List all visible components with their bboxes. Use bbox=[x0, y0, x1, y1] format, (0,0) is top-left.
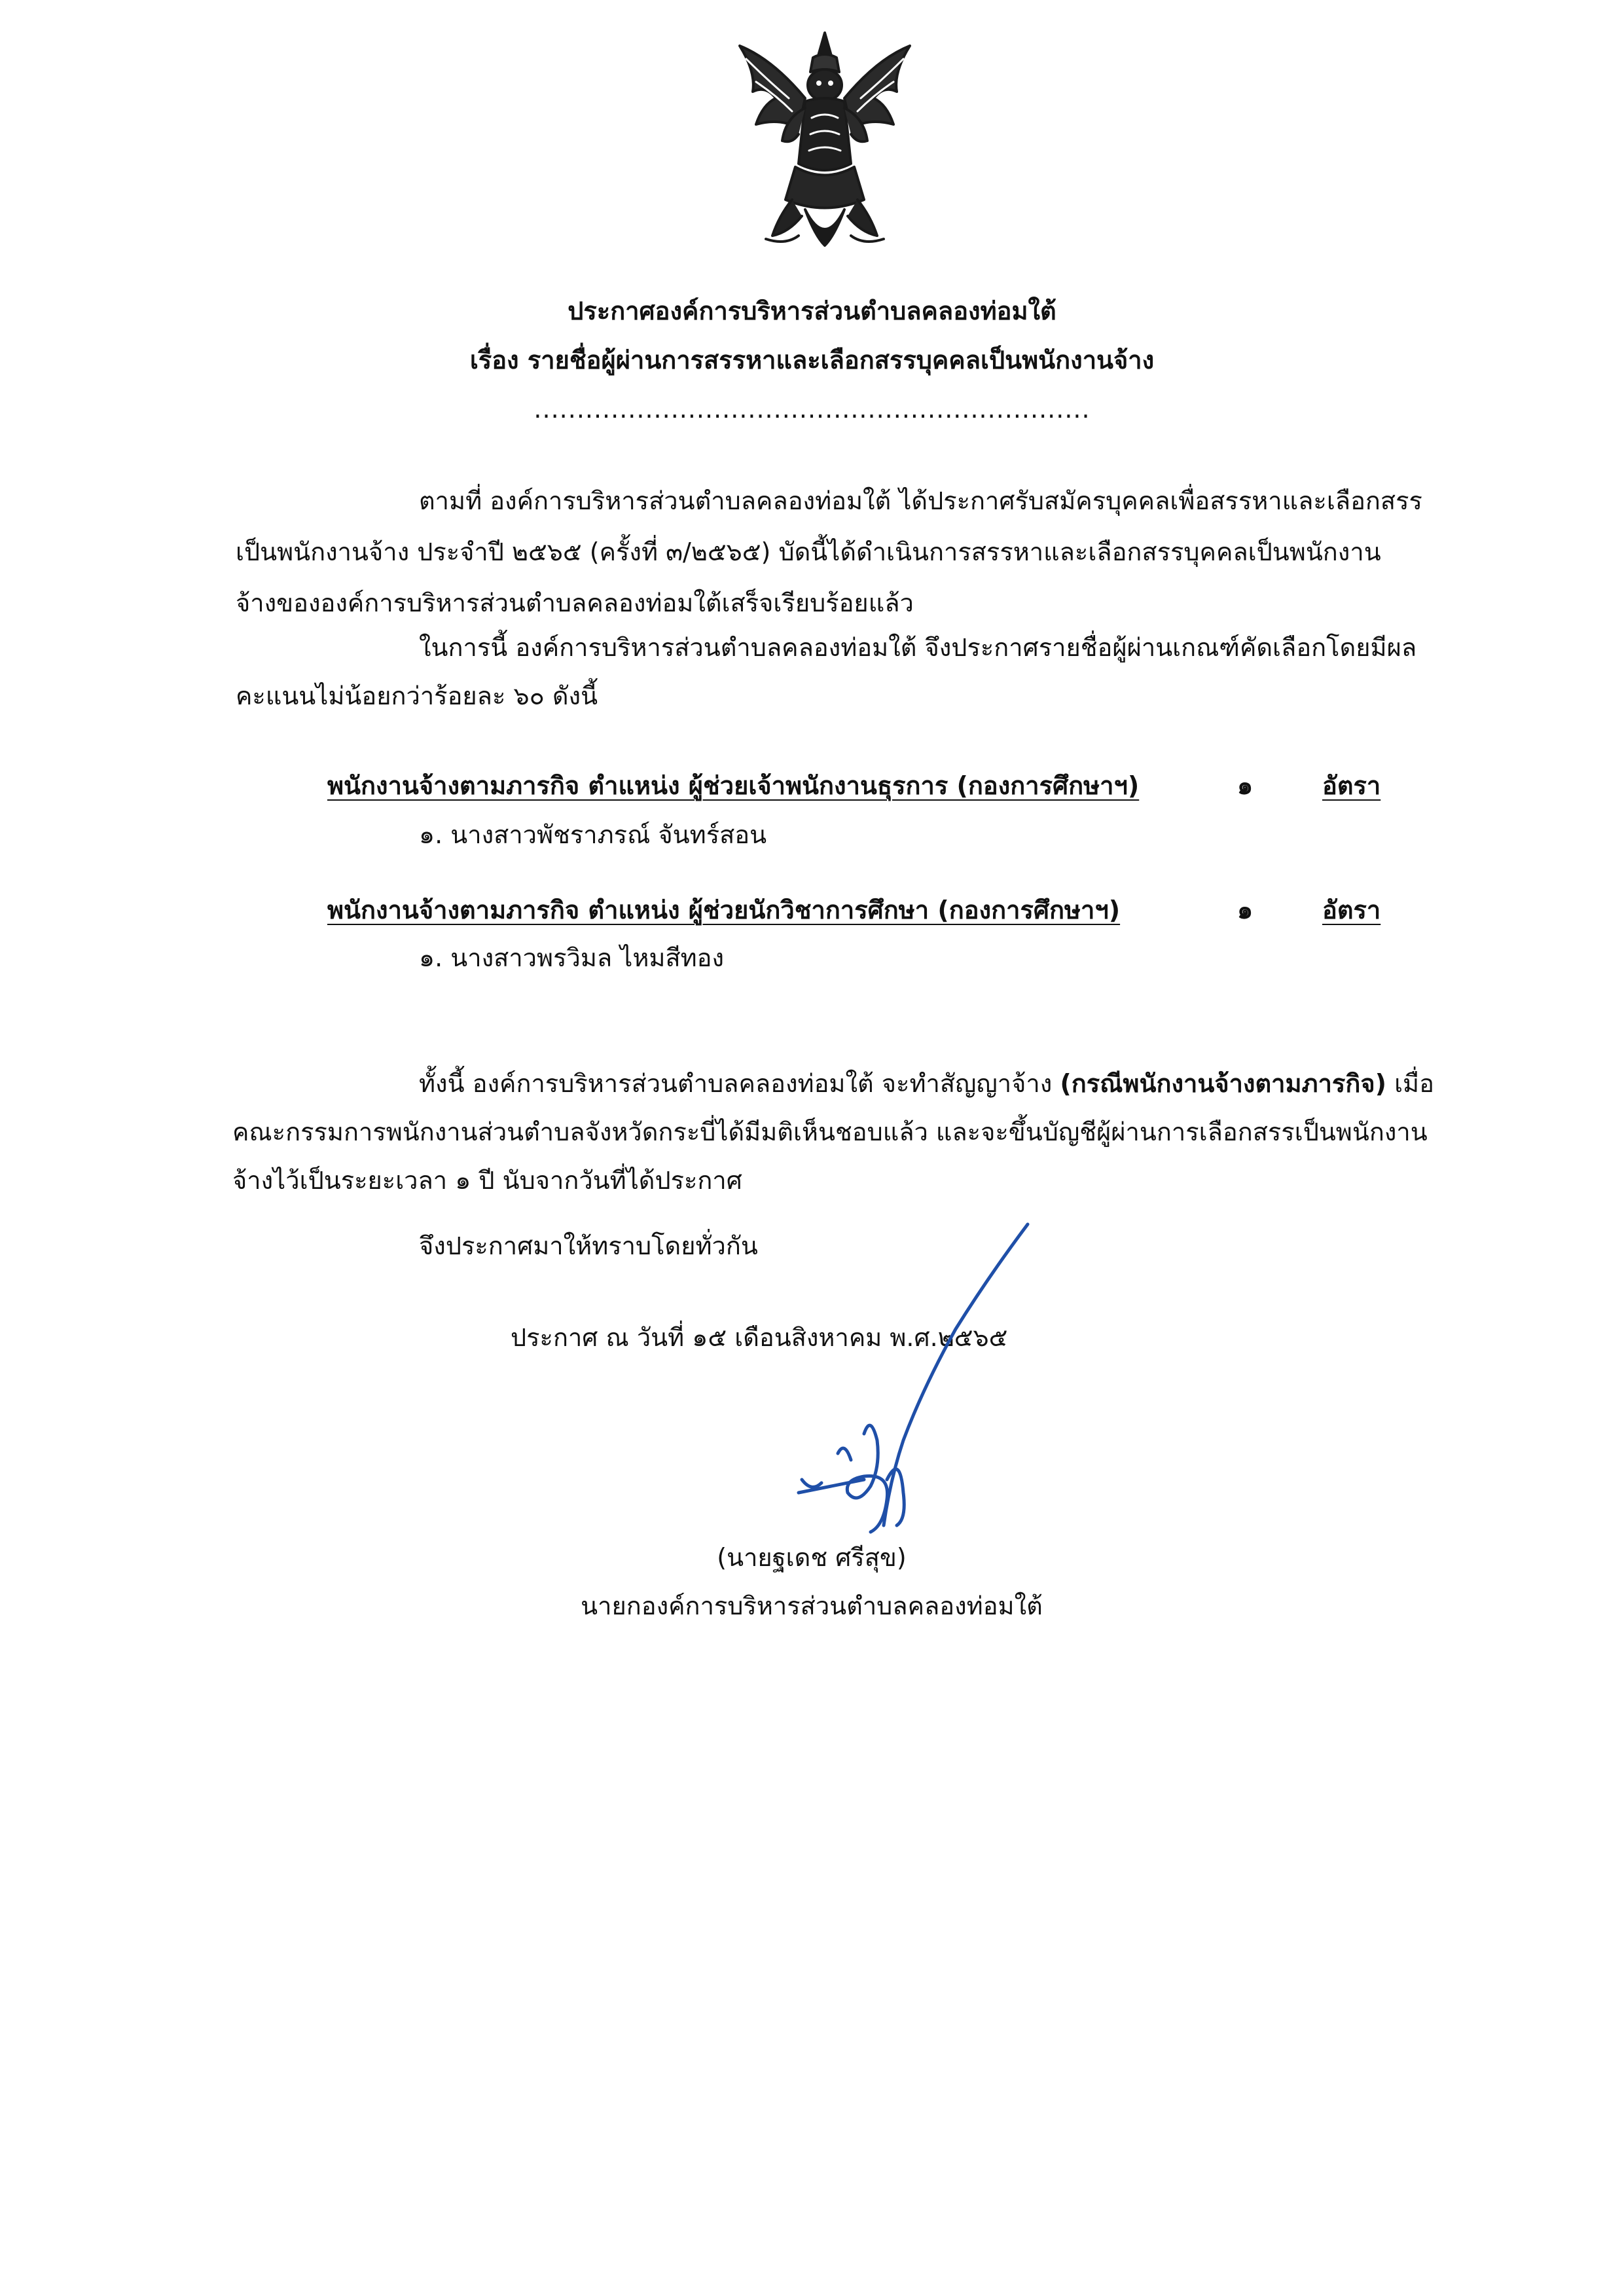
signer-title: นายกองค์การบริหารส่วนตำบลคลองท่อมใต้ bbox=[581, 1592, 1043, 1620]
closing-paragraph-line3: จ้างไว้เป็นระยะเวลา ๑ ปี นับจากวันที่ได้ประกาศ bbox=[232, 1166, 742, 1195]
candidate-name: ๑. นางสาวพรวิมล ไหมสีทอง bbox=[419, 943, 725, 972]
position-title: พนักงานจ้างตามภารกิจ ตำแหน่ง ผู้ช่วยนักวิชาการศึกษา (กองการศึกษาฯ) bbox=[327, 896, 1121, 924]
position-unit: อัตรา bbox=[1322, 896, 1381, 924]
closing-text-c: เมื่อ bbox=[1386, 1069, 1434, 1098]
announcement-statement: จึงประกาศมาให้ทราบโดยทั่วกัน bbox=[419, 1231, 758, 1260]
notice-paragraph-line2: คะแนนไม่น้อยกว่าร้อยละ ๖๐ ดังนี้ bbox=[236, 682, 598, 710]
signature-icon bbox=[772, 1218, 1047, 1584]
intro-paragraph-line1: ตามที่ องค์การบริหารส่วนตำบลคลองท่อมใต้ ได้ประกาศรับสมัครบุคคลเพื่อสรรหาและเลือกสรร bbox=[419, 486, 1422, 515]
announcement-subject: เรื่อง รายชื่อผู้ผ่านการสรรหาและเลือกสรรบุคคลเป็นพนักงานจ้าง bbox=[469, 346, 1155, 374]
header-divider: ................................................................. bbox=[533, 395, 1091, 424]
position-title: พนักงานจ้างตามภารกิจ ตำแหน่ง ผู้ช่วยเจ้าพนักงานธุรการ (กองการศึกษาฯ) bbox=[327, 771, 1140, 800]
intro-paragraph-line3: จ้างขององค์การบริหารส่วนตำบลคลองท่อมใต้เสร็จเรียบร้อยแล้ว bbox=[236, 589, 914, 617]
closing-paragraph-line1 bbox=[419, 1067, 1434, 1100]
position-unit: อัตรา bbox=[1322, 771, 1381, 800]
garuda-emblem-icon bbox=[727, 20, 923, 262]
position-count: ๑ bbox=[1237, 771, 1254, 800]
notice-paragraph-line1: ในการนี้ องค์การบริหารส่วนตำบลคลองท่อมใต้ จึงประกาศรายชื่อผู้ผ่านเกณฑ์คัดเลือกโดยมีผล bbox=[419, 633, 1417, 662]
announcement-date: ประกาศ ณ วันที่ ๑๕ เดือนสิงหาคม พ.ศ.๒๕๖๕ bbox=[511, 1323, 1008, 1352]
position-count: ๑ bbox=[1237, 896, 1254, 924]
candidate-name: ๑. นางสาวพัชราภรณ์ จันทร์สอน bbox=[419, 820, 767, 849]
signer-name: (นายฐเดช ศรีสุข) bbox=[717, 1543, 907, 1572]
closing-text-bold: (กรณีพนักงานจ้างตามภารกิจ) bbox=[1060, 1069, 1386, 1098]
closing-text-a: ทั้งนี้ องค์การบริหารส่วนตำบลคลองท่อมใต้ จะทำสัญญาจ้าง bbox=[419, 1069, 1060, 1098]
closing-paragraph-line2: คณะกรรมการพนักงานส่วนตำบลจังหวัดกระบี่ได้มีมติเห็นชอบแล้ว และจะขึ้นบัญชีผู้ผ่านการเลือกสรรเป็นพนักงาน bbox=[232, 1118, 1428, 1146]
announcement-title: ประกาศองค์การบริหารส่วนตำบลคลองท่อมใต้ bbox=[568, 297, 1056, 325]
intro-paragraph-line2: เป็นพนักงานจ้าง ประจำปี ๒๕๖๕ (ครั้งที่ ๓/๒๕๖๕) บัดนี้ได้ดำเนินการสรรหาและเลือกสรรบุคคลเป็นพนักงาน bbox=[236, 538, 1381, 566]
